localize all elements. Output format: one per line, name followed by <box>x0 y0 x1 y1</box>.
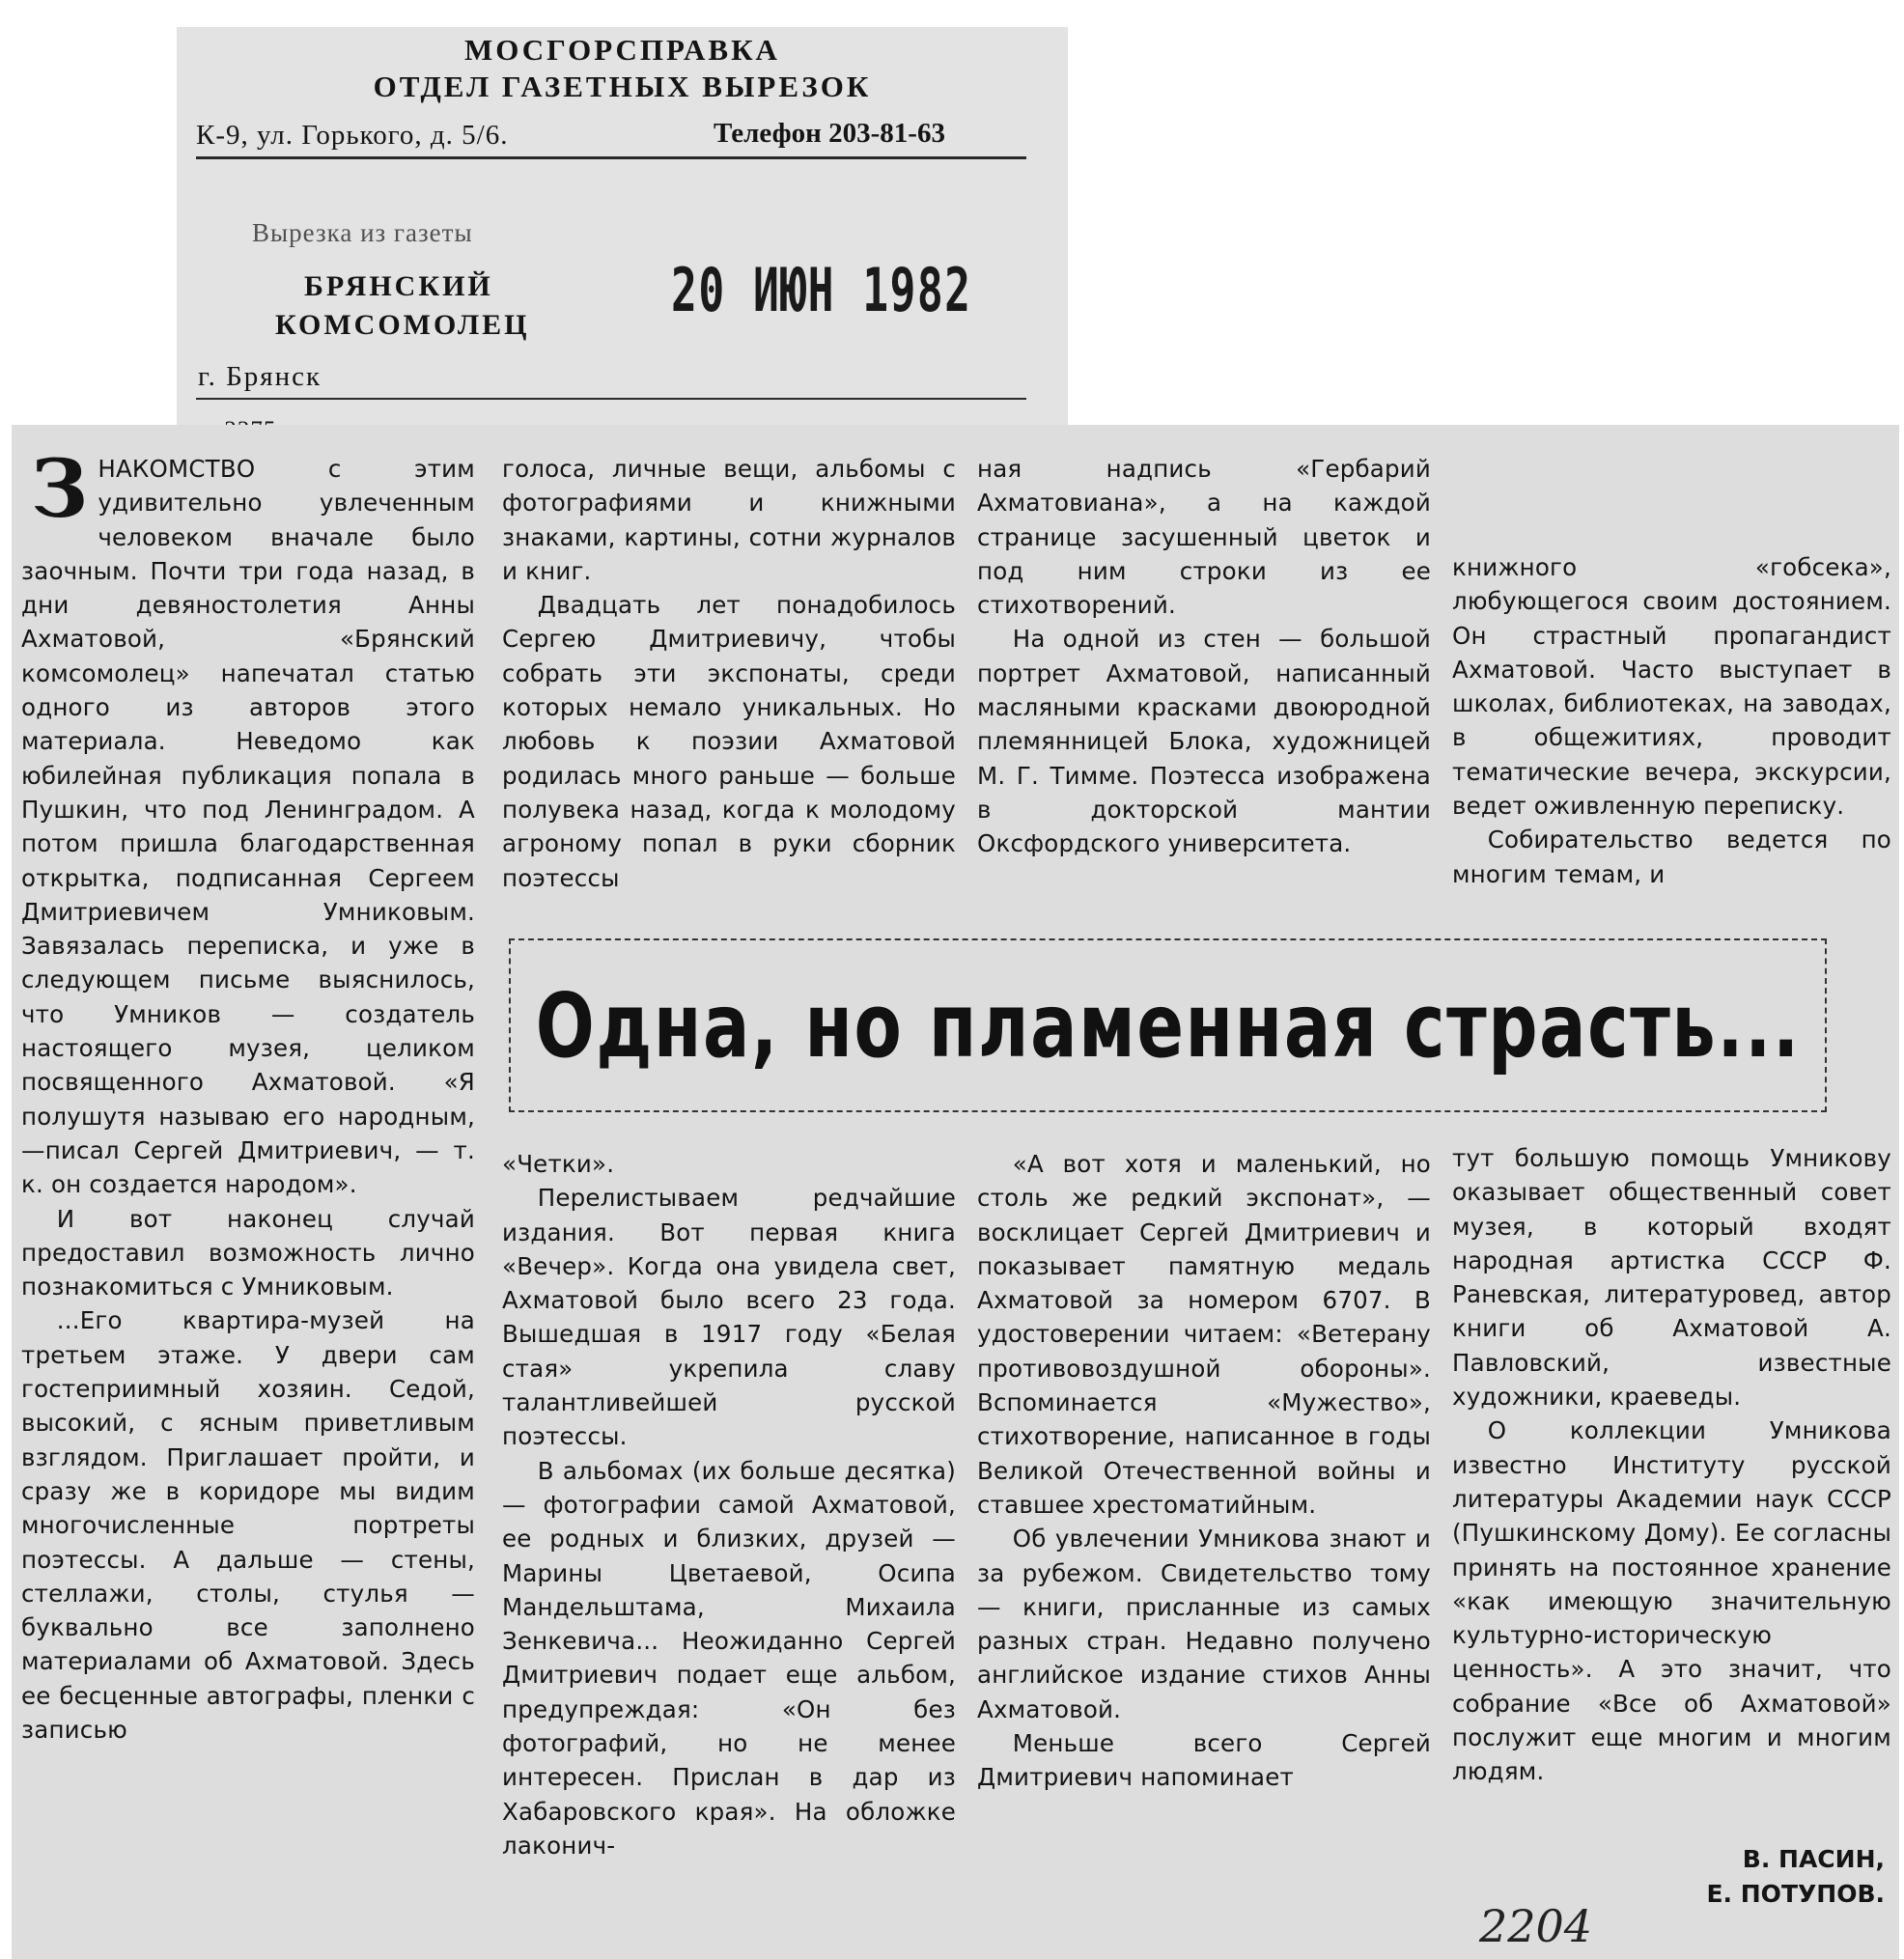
paragraph: ...Его квартира-музей на третьем этаже. У двери сам гостеприимный хозяин. Седой, высокий, с ясным приветливым взглядом. Приглашает пройти, и сразу же в коридоре мы видим многочисленные портреты поэтессы. А дальше — стены, стеллажи, столы, стулья — буквально все заполнено материалами об Ахматовой. Здесь ее бесценные автографы, пленки с записью <box>21 1306 475 1744</box>
paragraph: Двадцать лет понадобилось Сергею Дмитриевичу, чтобы собрать эти экспонаты, среди которых немало уникальных. Но любовь к поэзии Ахматовой родилась много раньше — больше полувека назад, когда к молодому агроному попал в руки сборник поэтессы <box>502 591 956 892</box>
paragraph: голоса, личные вещи, альбомы с фотографиями и книжными знаками, картины, сотни журналов и книг. <box>502 455 956 585</box>
paragraph: Меньше всего Сергей Дмитриевич напоминает <box>977 1729 1431 1792</box>
clipping-caption: Вырезка из газеты <box>252 218 473 247</box>
paragraph: Собирательство ведется по многим темам, и <box>1452 826 1891 888</box>
clipping-label <box>177 27 1068 433</box>
paragraph: Об увлечении Умникова знают и за рубежом. Свидетельство тому — книги, присланные из самых разных стран. Недавно получено английское издание стихов Анны Ахматовой. <box>977 1525 1431 1723</box>
paragraph: На одной из стен — большой портрет Ахматовой, написанный масляными красками двоюродной племянницей Блока, художницей М. Г. Тимме. Поэтесса изображена в докторской мантии Оксфордского университета. <box>977 625 1431 858</box>
article-column-4-top <box>1452 550 1891 891</box>
article-column-3-top <box>977 452 1431 861</box>
article-column-2-bottom <box>502 1147 956 1862</box>
author-1: В. ПАСИН, <box>1742 1845 1885 1873</box>
bureau-phone: Телефон 203-81-63 <box>714 118 945 149</box>
article-column-1 <box>21 443 475 1747</box>
bureau-department: ОТДЕЛ ГАЗЕТНЫХ ВЫРЕЗОК <box>373 70 872 103</box>
paragraph: тут большую помощь Умникову оказывает общественный совет музея, в который входят народная артистка СССР Ф. Раневская, литературовед, автор книги об Ахматовой А. Павловский, известные художники, краеведы. <box>1452 1144 1891 1412</box>
date-stamp: 20 ИЮН 1982 <box>671 255 972 325</box>
paragraph-text: НАКОМСТВО с этим удивительно увлеченным человеком вначале было заочным. Почти три года назад, в дни девяностолетия Анны Ахматовой, «Брянский комсомолец» напечатал статью одного из авторов этого материала. Неведомо как юбилейная публикация попала в Пушкин, что под Ленинградом. А потом пришла благодарственная открытка, подписанная Сергеем Дмитриевичем Умниковым. Завязалась переписка, и уже в следующем письме выяснилось, что Умников — создатель настоящего музея, целиком посвященного Ахматовой. «Я полушутя называю его народным,—писал Сергей Дмитриевич, — т. к. он создается народом». <box>21 455 475 1199</box>
paragraph: О коллекции Умникова известно Институту русской литературы Академии наук СССР (Пушкинскому Дому). Ее согласны принять на постоянное хранение «как имеющую значительную культурно-историческую ценность». А это значит, что собрание «Все об Ахматовой» послужит еще многим и многим людям. <box>1452 1416 1891 1786</box>
newspaper-article <box>12 425 1899 1959</box>
bureau-name: МОСГОРСПРАВКА <box>464 33 780 67</box>
article-column-3-bottom <box>977 1147 1431 1795</box>
headline-frame <box>509 938 1827 1112</box>
paragraph <box>21 443 475 1202</box>
author-2: Е. ПОТУПОВ. <box>1706 1880 1885 1908</box>
paragraph: «Четки». <box>502 1150 615 1178</box>
paragraph: В альбомах (их больше десятка) — фотографии самой Ахматовой, ее родных и близких, друзей — Марины Цветаевой, Осипа Мандельштама, Михаила Зенкевича... Неожиданно Сергей Дмитриевич подает еще альбом, предупреждая: «Он без фотографий, но не менее интересен. Прислан в дар из Хабаровского края». На обложке лаконич- <box>502 1456 956 1860</box>
article-headline: Одна, но пламенная страсть... <box>535 973 1801 1077</box>
paragraph: И вот наконец случай предоставил возможность лично познакомиться с Умниковым. <box>21 1204 475 1301</box>
drop-cap: З <box>31 443 89 536</box>
paragraph: книжного «гобсека», любующегося своим достоянием. Он страстный пропагандист Ахматовой. Часто выступает в школах, библиотеках, на заводах, в общежитиях, проводит тематические вечера, экскурсии, ведет оживленную переписку. <box>1452 553 1891 821</box>
paragraph: ная надпись «Гербарий Ахматовиана», а на каждой странице засушенный цветок и под ним строки из ее стихотворений. <box>977 455 1431 620</box>
article-column-4-bottom <box>1452 1141 1891 1789</box>
city: г. Брянск <box>198 361 322 392</box>
bureau-address: К-9, ул. Горького, д. 5/6. <box>196 120 509 151</box>
newspaper-name-line-1: БРЯНСКИЙ <box>304 270 493 302</box>
label-divider <box>196 398 1026 400</box>
label-divider <box>196 156 1026 159</box>
paragraph: Перелистываем редчайшие издания. Вот первая книга «Вечер». Когда она увидела свет, Ахматовой было всего 23 года. Вышедшая в 1917 году «Белая стая» укрепила славу талантливейшей русской поэтессы. <box>502 1184 956 1451</box>
paragraph: «А вот хотя и маленький, но столь же редкий экспонат», — восклицает Сергей Дмитриевич и показывает памятную медаль Ахматовой за номером 6707. В удостоверении читаем: «Ветерану противовоздушной обороны». Вспоминается «Мужество», стихотворение, написанное в годы Великой Отечественной войны и ставшее хрестоматийным. <box>977 1150 1431 1519</box>
newspaper-name-line-2: КОМСОМОЛЕЦ <box>275 309 530 341</box>
article-column-2-top <box>502 452 956 895</box>
handwritten-number: 2204 <box>1479 1900 1593 1952</box>
